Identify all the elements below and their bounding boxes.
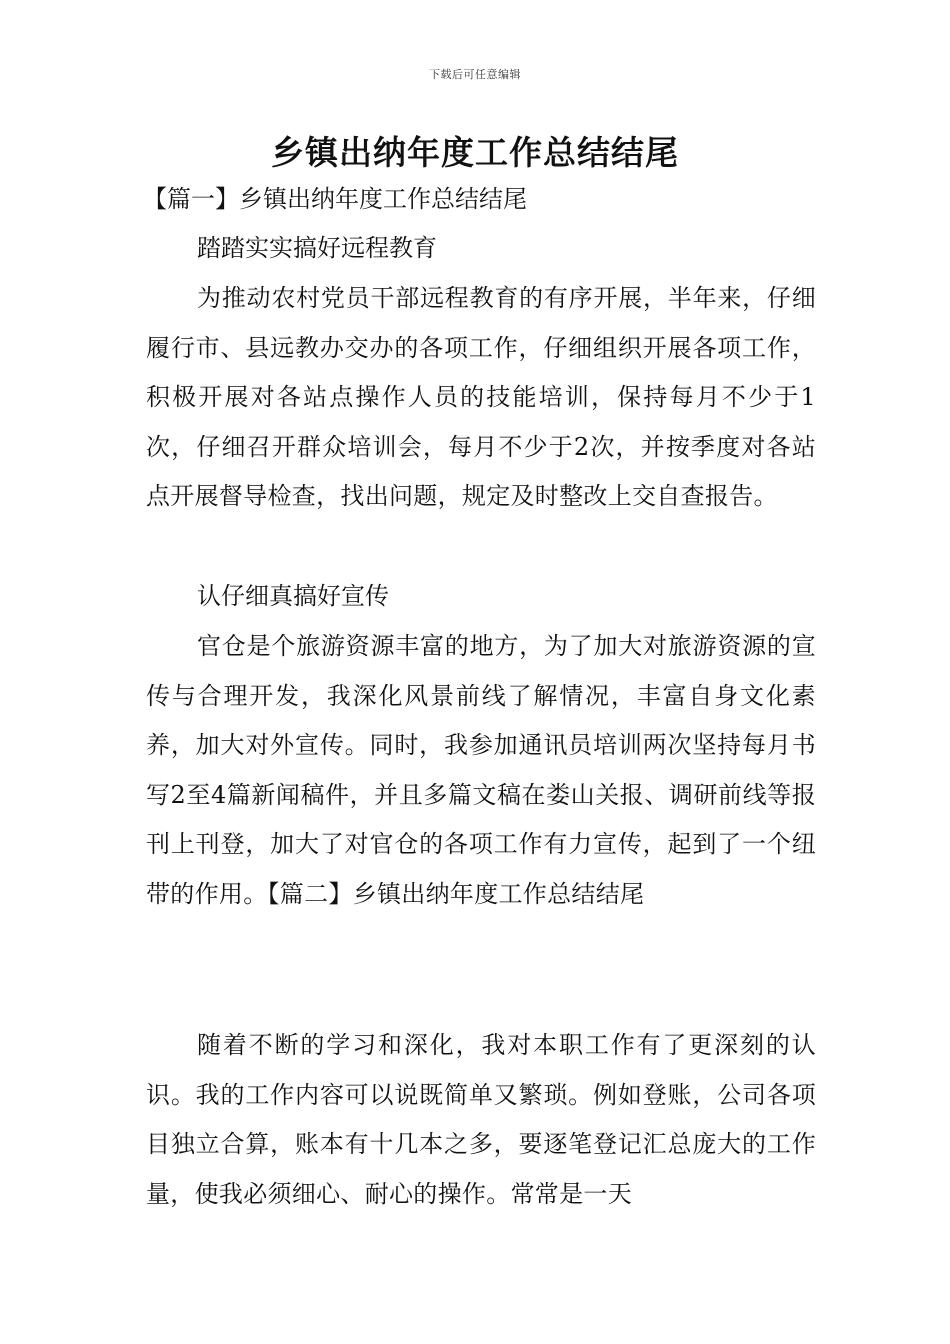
- section-heading-part1: 【篇一】乡镇出纳年度工作总结结尾: [143, 185, 527, 213]
- paragraph-publicity: 官仓是个旅游资源丰富的地方，为了加大对旅游资源的宣传与合理开发，我深化风景前线了解情况，丰富自身文化素养，加大对外宣传。同时，我参加通讯员培训两次坚持每月书写2至4篇新闻稿件，并且多篇文稿在娄山关报、调研前线等报刊上刊登，加大了对官仓的各项工作有力宣传，起到了一个纽带的作用。【篇二】乡镇出纳年度工作总结结尾: [146, 632, 816, 908]
- subheading-publicity: 认仔细真搞好宣传: [197, 582, 389, 610]
- subheading-remote-education: 踏踏实实搞好远程教育: [197, 234, 437, 262]
- paragraph-remote-education: 为推动农村党员干部远程教育的有序开展，半年来，仔细履行市、县远教办交办的各项工作，仔细组织开展各项工作，积极开展对各站点操作人员的技能培训，保持每月不少于1次，仔细召开群众培训会，每月不少于2次，并按季度对各站点开展督导检查，找出问题，规定及时整改上交自查报告。: [146, 284, 816, 510]
- paragraph-cashier-work: 随着不断的学习和深化，我对本职工作有了更深刻的认识。我的工作内容可以说既简单又繁琐。例如登账，公司各项目独立合算，账本有十几本之多，要逐笔登记汇总庞大的工作量，使我必须细心、耐心的操作。常常是一天: [146, 1031, 816, 1208]
- page-header-note: 下载后可任意编辑: [429, 68, 521, 81]
- document-title: 乡镇出纳年度工作总结结尾: [271, 133, 679, 172]
